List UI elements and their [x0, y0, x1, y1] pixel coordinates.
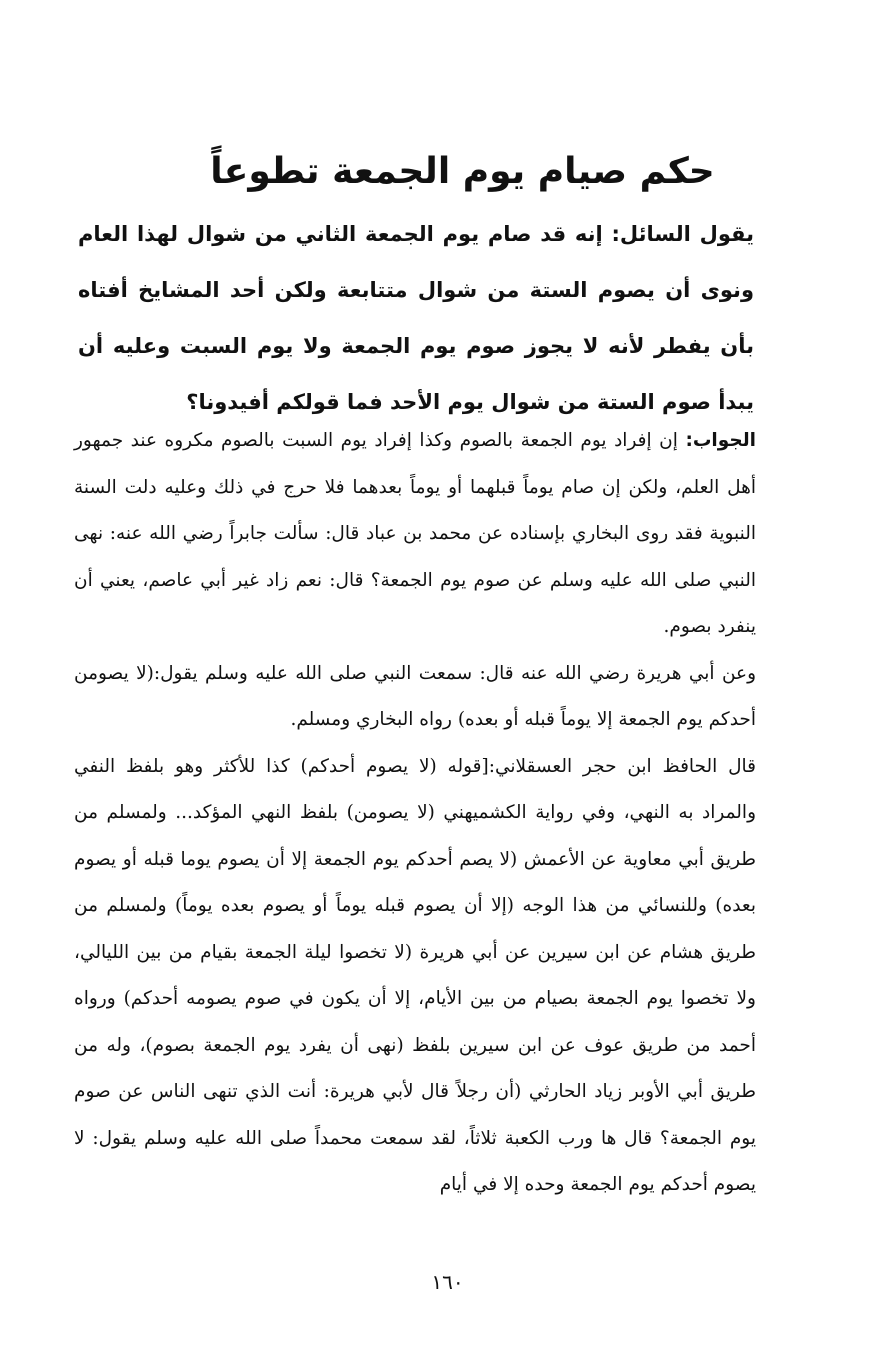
answer-section	[74, 418, 756, 1209]
question-paragraph	[78, 206, 754, 430]
answer-paragraph-3: قال الحافظ ابن حجر العسقلاني:[قوله (لا يصوم أحدكم) كذا للأكثر وهو بلفظ النفي والمراد به النهي، وفي رواية الكشميهني (لا يصومن) بلفظ النهي المؤكد... ولمسلم من طريق أبي معاوية عن الأعمش (لا يصم أحدكم يوم الجمعة إلا أن يصوم يوما قبله أو يصوم بعده) وللنسائي من هذا الوجه (إلا أن يصوم قبله يوماً أو يصوم بعده يوماً) ولمسلم من طريق هشام عن ابن سيرين عن أبي هريرة (لا تخصوا ليلة الجمعة بقيام من بين الليالي، ولا تخصوا يوم الجمعة بصيام من بين الأيام، إلا أن يكون في صوم يصومه أحدكم) ورواه أحمد من طريق عوف عن ابن سيرين بلفظ (نهى أن يفرد يوم الجمعة بصوم)، وله من طريق أبي الأوبر زياد الحارثي (أن رجلاً قال لأبي هريرة: أنت الذي تنهى الناس عن صوم يوم الجمعة؟ قال ها ورب الكعبة ثلاثاً، لقد سمعت محمداً صلى الله عليه وسلم يقول: لا يصوم أحدكم يوم الجمعة وحده إلا في أيام	[74, 755, 756, 1195]
question-text: إنه قد صام يوم الجمعة الثاني من شوال لهذا العام ونوى أن يصوم الستة من شوال متتابعة ولكن أحد المشايخ أفتاه بأن يفطر لأنه لا يجوز صوم يوم الجمعة ولا يوم السبت وعليه أن يبدأ صوم الستة من شوال يوم الأحد فما قولكم أفيدونا؟	[78, 222, 754, 414]
answer-label: الجواب:	[685, 430, 756, 451]
page-number: ١٦٠	[431, 1270, 464, 1294]
answer-paragraph-1-text: إن إفراد يوم الجمعة بالصوم وكذا إفراد يوم السبت بالصوم مكروه عند جمهور أهل العلم، ولكن إن صام يوماً قبلهما أو يوماً بعدهما فلا حرج في ذلك وعليه دلت السنة النبوية فقد روى البخاري بإسناده عن محمد بن عباد قال: سألت جابراً رضي الله عنه: نهى النبي صلى الله عليه وسلم عن صوم يوم الجمعة؟ قال: نعم زاد غير أبي عاصم، يعني أن ينفرد بصوم.	[74, 430, 756, 637]
page-title: حكم صيام يوم الجمعة تطوعاً	[210, 151, 715, 192]
question-label: يقول السائل:	[611, 222, 754, 246]
answer-paragraph-2: وعن أبي هريرة رضي الله عنه قال: سمعت النبي صلى الله عليه وسلم يقول:(لا يصومن أحدكم يوم الجمعة إلا يوماً قبله أو بعده) رواه البخاري ومسلم.	[74, 662, 756, 730]
answer-paragraph-1	[74, 418, 756, 651]
